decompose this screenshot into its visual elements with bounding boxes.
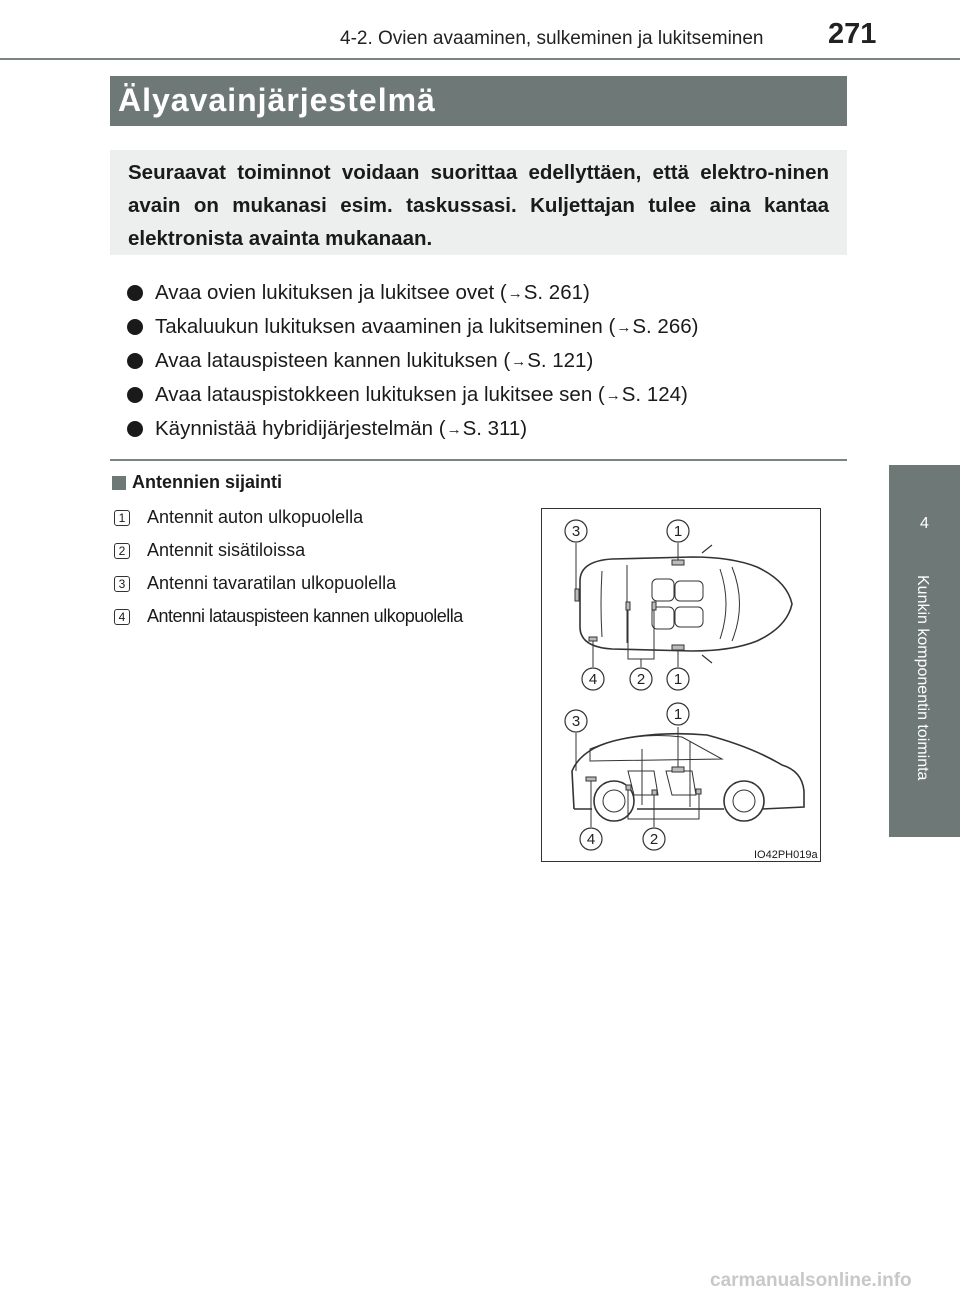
list-item bbox=[127, 412, 847, 446]
arrow-right-icon: → bbox=[511, 352, 527, 370]
legend-item bbox=[114, 567, 463, 600]
legend-number: 1 bbox=[114, 510, 130, 526]
legend-text: Antenni latauspisteen kannen ulkopuolella bbox=[147, 606, 463, 626]
legend-text: Antennit auton ulkopuolella bbox=[147, 507, 364, 527]
list-item-text: Takaluukun lukituksen avaaminen ja lukitseminen ( bbox=[155, 315, 616, 338]
arrow-right-icon: → bbox=[446, 420, 462, 438]
antenna-markers-top bbox=[575, 560, 684, 650]
subsection-title: Antennien sijainti bbox=[132, 472, 283, 492]
bullet-icon bbox=[127, 353, 143, 369]
section-title-bar bbox=[110, 76, 847, 126]
callout-2: 2 bbox=[649, 831, 659, 848]
car-diagram bbox=[542, 509, 819, 860]
antenna-location-figure bbox=[541, 508, 821, 862]
list-item bbox=[127, 344, 847, 378]
legend-number: 4 bbox=[114, 609, 130, 625]
legend-number: 2 bbox=[114, 543, 130, 559]
subsection-heading bbox=[112, 472, 282, 493]
bullet-icon bbox=[127, 319, 143, 335]
callout-3: 3 bbox=[571, 713, 581, 730]
square-bullet-icon bbox=[112, 476, 126, 490]
bullet-icon bbox=[127, 387, 143, 403]
header-divider bbox=[0, 58, 960, 60]
callout-1: 1 bbox=[673, 523, 683, 540]
legend-number: 3 bbox=[114, 576, 130, 592]
list-item bbox=[127, 378, 847, 412]
chapter-title: Kunkin komponentin toiminta bbox=[914, 575, 931, 781]
callout-3: 3 bbox=[571, 523, 581, 540]
list-item bbox=[127, 276, 847, 310]
page-reference-link[interactable]: S. 121) bbox=[527, 349, 594, 372]
legend-item bbox=[114, 534, 463, 567]
antenna-legend bbox=[114, 501, 463, 633]
bullet-icon bbox=[127, 285, 143, 301]
page-number: 271 bbox=[828, 18, 877, 50]
callout-1: 1 bbox=[673, 671, 683, 688]
running-header-section: 4-2. Ovien avaaminen, sulkeminen ja lukitseminen bbox=[340, 28, 764, 49]
list-item-text: Avaa latauspistokkeen lukituksen ja lukitsee sen ( bbox=[155, 383, 605, 406]
arrow-right-icon: → bbox=[507, 284, 523, 302]
list-item-text: Avaa ovien lukituksen ja lukitsee ovet ( bbox=[155, 281, 507, 304]
car-top-view bbox=[580, 545, 792, 663]
page-reference-link[interactable]: S. 266) bbox=[632, 315, 699, 338]
callout-2: 2 bbox=[636, 671, 646, 688]
intro-text: Seuraavat toiminnot voidaan suorittaa edellyttäen, että elektro-ninen avain on mukanasi esim. taskussasi. Kuljettajan tulee aina kantaa elektronista avainta mukanaan. bbox=[128, 161, 829, 250]
arrow-right-icon: → bbox=[616, 318, 632, 336]
page-reference-link[interactable]: S. 124) bbox=[621, 383, 688, 406]
callout-4: 4 bbox=[588, 671, 598, 688]
arrow-right-icon: → bbox=[605, 386, 621, 404]
bullet-icon bbox=[127, 421, 143, 437]
page-reference-link[interactable]: S. 311) bbox=[462, 417, 528, 440]
callout-4: 4 bbox=[586, 831, 596, 848]
car-side-view bbox=[572, 734, 804, 821]
list-item-text: Käynnistää hybridijärjestelmän ( bbox=[155, 417, 446, 440]
intro-box bbox=[110, 150, 847, 255]
figure-code: IO42PH019a bbox=[754, 849, 818, 861]
chapter-side-tab bbox=[889, 465, 960, 837]
section-divider bbox=[110, 459, 847, 461]
feature-list bbox=[127, 276, 847, 446]
list-item bbox=[127, 310, 847, 344]
legend-text: Antennit sisätiloissa bbox=[147, 540, 306, 560]
chapter-number: 4 bbox=[920, 515, 929, 532]
page-reference-link[interactable]: S. 261) bbox=[523, 281, 590, 304]
callout-1: 1 bbox=[673, 706, 683, 723]
legend-item bbox=[114, 600, 463, 633]
watermark: carmanualsonline.info bbox=[710, 1270, 912, 1291]
list-item-text: Avaa latauspisteen kannen lukituksen ( bbox=[155, 349, 511, 372]
legend-text: Antenni tavaratilan ulkopuolella bbox=[147, 573, 397, 593]
section-title: Älyavainjärjestelmä bbox=[118, 82, 436, 118]
legend-item bbox=[114, 501, 463, 534]
